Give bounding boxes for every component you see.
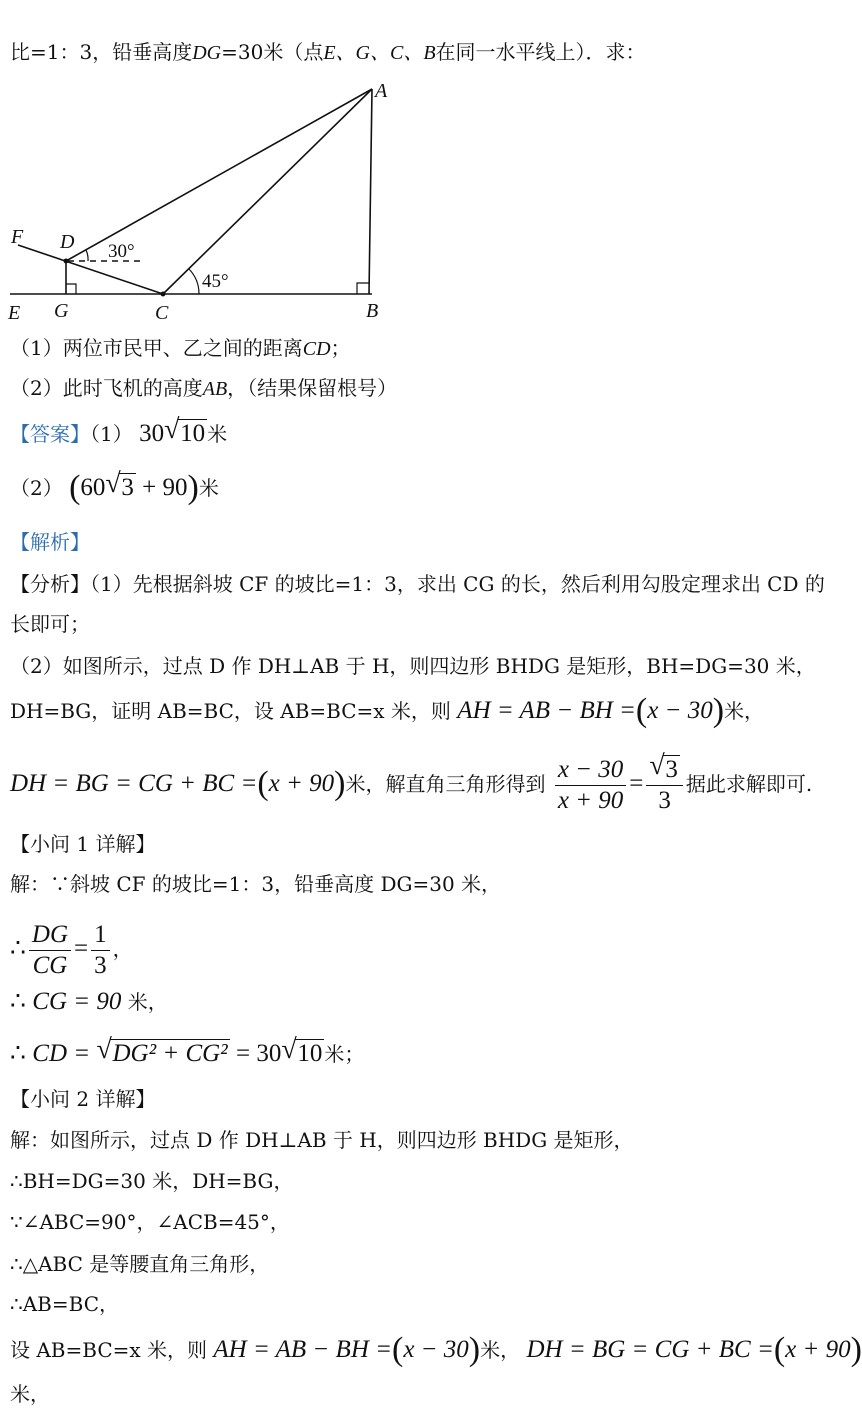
radicand: 3 [665,756,678,783]
sqrt: √ 3 [105,468,134,501]
var-cd: CD [302,338,331,360]
sub2-line6: 设 AB=BC=x 米，则 AH = AB − BH =(x − 30)米， DH = BG = CG + BC =(x + 90) [10,1331,862,1368]
radicand: 10 [297,1040,323,1067]
den: 3 [658,787,671,814]
text: （2）此时飞机的高度 [10,376,203,400]
sub1-cg [10,988,168,1016]
math: = 30 [236,1040,282,1067]
math: DH = BG = CG + BC = [526,1336,774,1363]
text: （2） [10,476,63,500]
segment-ac [163,89,372,294]
sub1-tag: 【小问 1 详解】 [10,832,156,856]
eq: = [629,770,644,797]
den: CG [32,952,68,979]
fraction [555,755,626,816]
label-e: E [8,302,21,324]
text: （1） [90,422,133,446]
sub2-line4: ∴△ABC 是等腰直角三角形， [10,1252,270,1276]
therefore: ∴ [10,988,26,1015]
text: （1）两位市民甲、乙之间的距离 [10,336,303,360]
geometry-figure [0,75,400,330]
label-a: A [375,80,388,102]
point-c [161,292,166,297]
text: ； [330,336,351,360]
coef: 60 [80,474,106,501]
therefore: ∴ [10,1040,26,1067]
sub1-line1: 解：∵斜坡 CF 的坡比=1：3，铅垂高度 DG=30 米， [10,872,502,896]
point-d [64,259,69,264]
unit: 米， [480,1338,521,1362]
sub2-line2: ∴BH=DG=30 米，DH=BG， [10,1169,294,1193]
analysis-p2: （2）如图所示，过点 D 作 DH⊥AB 于 H，则四边形 BHDG 是矩形，BH=DG=30 米， [10,654,816,678]
paren: ( [69,469,81,506]
radicand: 3 [121,474,134,501]
math: x − 30 [403,1336,469,1363]
label-g: G [54,300,69,322]
unit: 米 [198,476,219,500]
arc-45 [189,269,199,294]
math: CD = [32,1040,91,1067]
text: =30米（点 [221,40,324,64]
right-angle-b [357,283,369,294]
var-dg: DG [192,42,222,64]
text: 据此求解即可. [685,772,813,796]
sub2-line5: ∴AB=BC， [10,1292,119,1316]
math: AH = AB − BH = [457,697,636,724]
sqrt: √ 10 [164,414,206,447]
question-2 [10,374,397,403]
text: ，（结果保留根号） [227,376,398,400]
answer-1-value [139,414,207,447]
text: 设 AB=BC=x 米，则 [10,1338,208,1362]
analysis-p4: DH = BG = CG + BC =(x + 90)米，解直角三角形得到 $\frac{x - 30}{x + 90}$ = √ 3 3 据此求解即可. [10,750,813,814]
paren: ) [187,469,199,506]
unit: 米； [324,1042,365,1066]
sub2-line7: 米， [10,1382,50,1406]
math: x + 90 [268,770,335,797]
sub2-tag: 【小问 2 详解】 [10,1087,156,1111]
segment-ab [369,89,372,294]
slope-fc [18,245,163,294]
analysis-p1 [10,570,825,598]
answer-2-value [69,468,199,506]
answer-tag: 【答案】 [10,422,90,446]
math: CG = 90 [32,988,122,1015]
angle-45-label: 45° [202,271,229,292]
den: x + 90 [557,787,624,814]
eq: = [74,935,89,962]
sub2-line1: 解：如图所示，过点 D 作 DH⊥AB 于 H，则四边形 BHDG 是矩形， [10,1128,634,1152]
sub2-line3: ∵∠ABC=90°，∠ACB=45°， [10,1210,290,1234]
angle-30-label: 30° [108,241,135,262]
unit: 米 [207,422,228,446]
question-1 [10,334,351,363]
num: 1 [91,920,110,951]
text: 米，解直角三角形得到 [345,772,546,796]
text: ， [112,937,133,961]
math: AH = AB − BH = [213,1336,392,1363]
num: DG [29,920,71,951]
den: 3 [94,952,107,979]
label-b: B [366,300,379,322]
term: + 90 [142,474,188,501]
unit: 米， [127,990,168,1014]
num: x − 30 [555,755,626,786]
label-c: C [155,302,169,324]
analysis-tag: 【解析】 [10,530,90,554]
arc-30 [86,250,88,261]
segment-ad [66,89,372,261]
text: 比=1：3，铅垂高度 [10,40,193,64]
math: x − 30 [647,697,713,724]
fenxi-tag: 【分析】 [10,572,90,596]
text: （1）先根据斜坡 CF 的坡比=1：3，求出 CG 的长，然后利用勾股定理求出 CD 的 [90,572,825,596]
answer-2 [10,468,219,506]
text: 在同一水平线上）．求： [435,40,646,64]
var-ab: AB [202,378,228,400]
math: x + 90 [785,1336,851,1363]
text: DH=BG，证明 AB=BC，设 AB=BC=x 米，则 [10,699,451,723]
coef: 30 [139,420,165,447]
sub1-ratio [10,920,133,981]
radicand: 10 [180,420,206,447]
problem-statement-tail [10,38,646,67]
sub1-cd: ∴ CD = √ DG² + CG² = 30 √ 10 米； [10,1034,365,1067]
therefore: ∴ [10,935,26,962]
analysis-p3: DH=BG，证明 AB=BC，设 AB=BC=x 米，则 AH = AB − BH =(x − 30)米， [10,692,765,729]
label-f: F [11,226,24,248]
answer-1 [10,414,228,448]
points: E、G、C、B [323,42,436,64]
math: DH = BG = CG + BC = [10,770,258,797]
radicand: DG² + CG² [112,1040,228,1067]
fraction-root3: √ 3 3 [646,755,683,816]
right-angle-g [66,284,76,294]
label-d: D [60,231,75,253]
analysis-p1b: 长即可； [10,612,90,636]
unit: 米， [724,699,765,723]
